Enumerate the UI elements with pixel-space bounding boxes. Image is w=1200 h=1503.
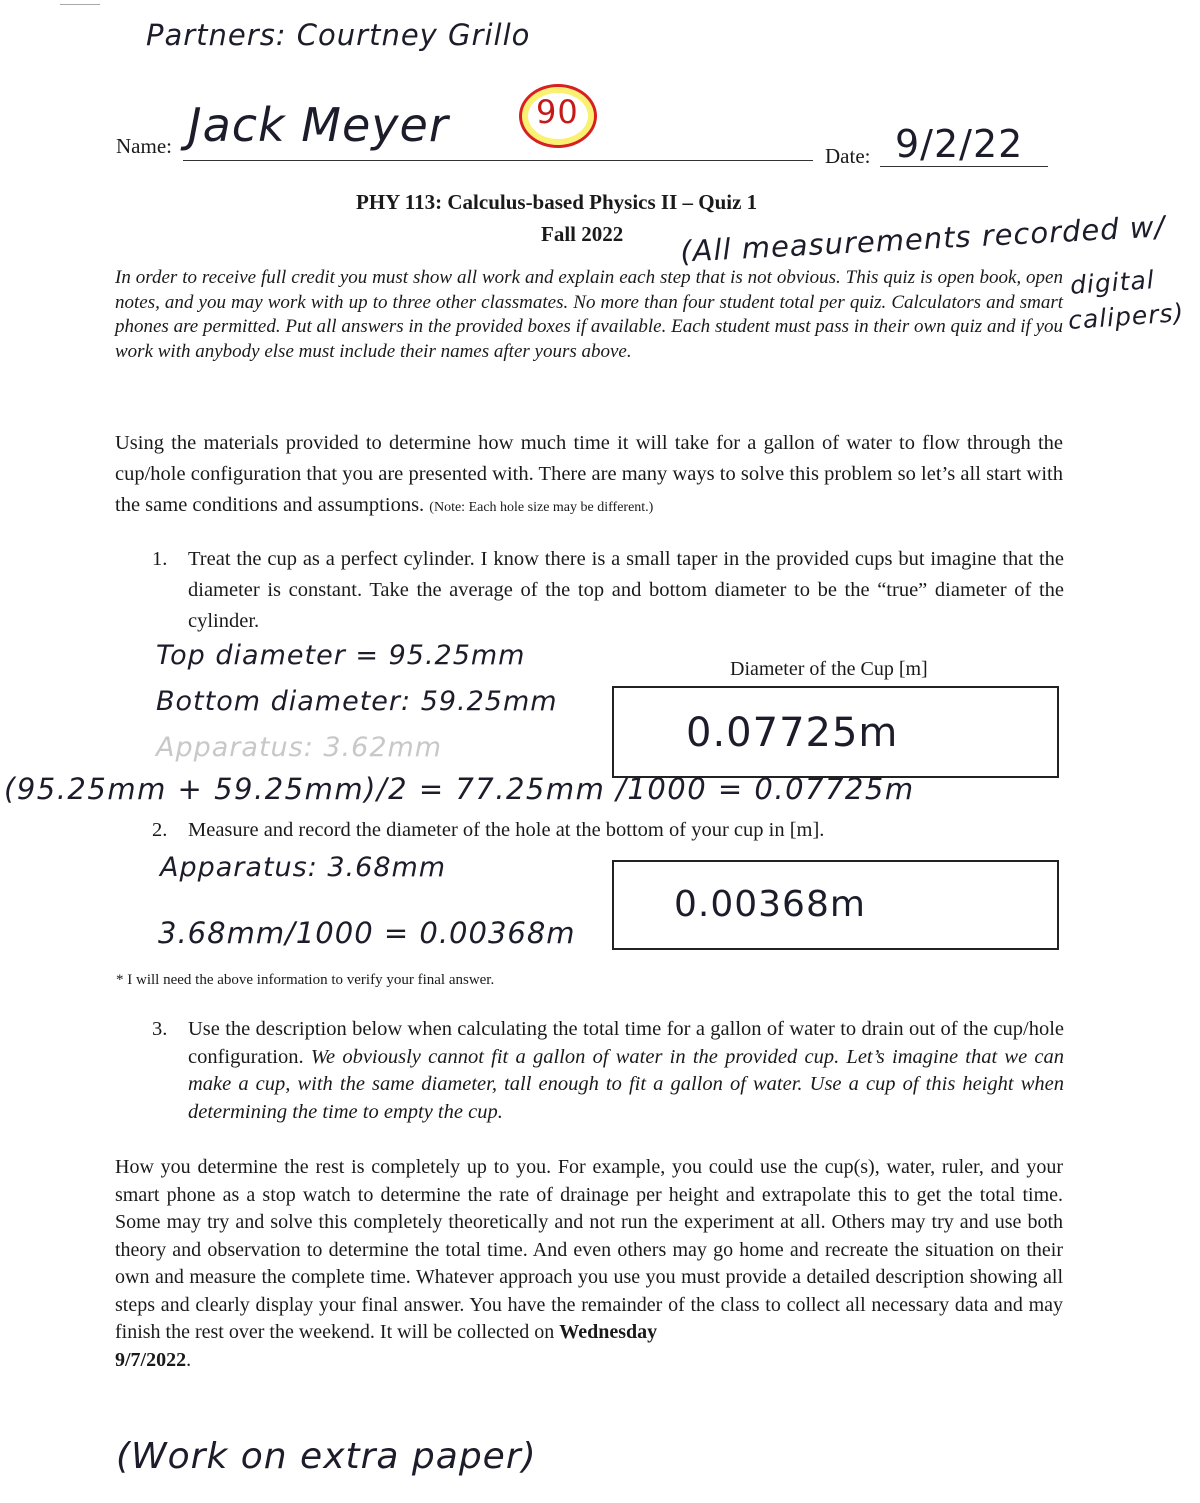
apparatus-note: Apparatus: 3.68mm (160, 852, 447, 883)
measurement-note-line1: (All measurements recorded w/ (679, 209, 1167, 269)
question-2 (152, 816, 1064, 845)
work-on-extra-paper-note: (Work on extra paper) (116, 1436, 537, 1477)
student-name: Jack Meyer (188, 98, 449, 152)
cup-diameter-answer-box (612, 686, 1059, 778)
name-line (183, 160, 813, 161)
question-3-italic-text: We obviously cannot fit a gallon of water in the provided cup. Let’s imagine that we can make a cup, with the same diameter, tall enough to fit a gallon of water. Use a cup of this height when determining the time to empty the cup. (188, 1045, 1065, 1123)
closing-end-punct: . (186, 1348, 192, 1371)
date-line (880, 166, 1048, 167)
cup-box-label: Diameter of the Cup [m] (730, 658, 928, 680)
due-day: Wednesday (559, 1321, 658, 1343)
apparatus-faint-note: Apparatus: 3.62mm (156, 732, 443, 763)
closing-text: How you determine the rest is completely up to you. For example, you could use the cup(s), water, ruler, and your smart phone as a stop watch to determine the rate of drainage per height and extrapolate this to get the total time. Some may try and solve this completely theoretically and not run the experiment at all. Others may try and use both theory and observation to determine the total time. And even others may go home and recreate the situation on their own and measure the complete time. Whatever approach you use you must provide a detailed description showing all steps and clearly display your final answer. You have the remainder of the class to collect all necessary data and may finish the rest over the weekend. It will be collected on (115, 1156, 1063, 1343)
bottom-diameter-note: Bottom diameter: 59.25mm (156, 686, 558, 717)
date-value: 9/2/22 (895, 122, 1024, 166)
question-2-text: Measure and record the diameter of the hole at the bottom of your cup in [m]. (188, 819, 825, 841)
question-1-number: 1. (152, 548, 168, 570)
measurement-note-line3: calipers) (1067, 297, 1186, 336)
footnote: * I will need the above information to verify your final answer. (116, 972, 495, 988)
question-3-text: Use the description below when calculating the total time for a gallon of water to drain out of the cup/hole configuration. (188, 1018, 1064, 1068)
cup-diameter-answer: 0.07725m (686, 710, 899, 756)
question-3 (152, 1016, 1064, 1126)
problem-intro-text: Using the materials provided to determine how much time it will take for a gallon of water to flow through the cup/hole configuration that you are presented with. There are many ways to solve this problem so let’s all start with the same conditions and assumptions. (115, 432, 1063, 516)
name-label: Name: (116, 134, 172, 158)
question-3-number: 3. (152, 1018, 168, 1040)
grade-circle (519, 84, 597, 148)
instructions-paragraph: In order to receive full credit you must show all work and explain each step that is not obvious. This quiz is open book, open notes, and you may work with up to three other classmates. No more than four student total per quiz. Calculators and smart phones are permitted. Put all answers in the provided boxes if available. Each student must pass in their own quiz and if you work with anybody else must include their names after yours above. (115, 267, 1063, 362)
problem-intro (115, 428, 1063, 523)
hole-diameter-answer: 0.00368m (674, 884, 866, 925)
question-3-body (188, 1016, 1064, 1126)
cup-diameter-calculation: (95.25mm + 59.25mm)/2 = 77.25mm /1000 = 0.07725m (4, 772, 915, 806)
date-label: Date: (825, 144, 871, 168)
due-date: 9/7/2022 (115, 1348, 187, 1371)
closing-paragraph (115, 1154, 1063, 1374)
problem-intro-note: (Note: Each hole size may be different.) (429, 500, 654, 515)
top-diameter-note: Top diameter = 95.25mm (156, 640, 526, 671)
partners-handwriting: Partners: Courtney Grillo (146, 18, 531, 52)
quiz-title: PHY 113: Calculus-based Physics II – Quiz 1 (356, 190, 758, 214)
grade-value: 90 (536, 93, 579, 131)
hole-diameter-answer-box (612, 860, 1059, 950)
question-2-number: 2. (152, 819, 168, 841)
question-1-text: Treat the cup as a perfect cylinder. I know there is a small taper in the provided cups but imagine that the diameter is constant. Take the average of the top and bottom diameter to be the “true” diameter of the cylinder. (188, 548, 1064, 632)
scan-mark (60, 4, 100, 11)
quiz-term: Fall 2022 (541, 222, 624, 246)
question-1 (152, 544, 1064, 637)
hole-diameter-calculation: 3.68mm/1000 = 0.00368m (158, 916, 576, 950)
measurement-note-line2: digital (1069, 265, 1156, 300)
